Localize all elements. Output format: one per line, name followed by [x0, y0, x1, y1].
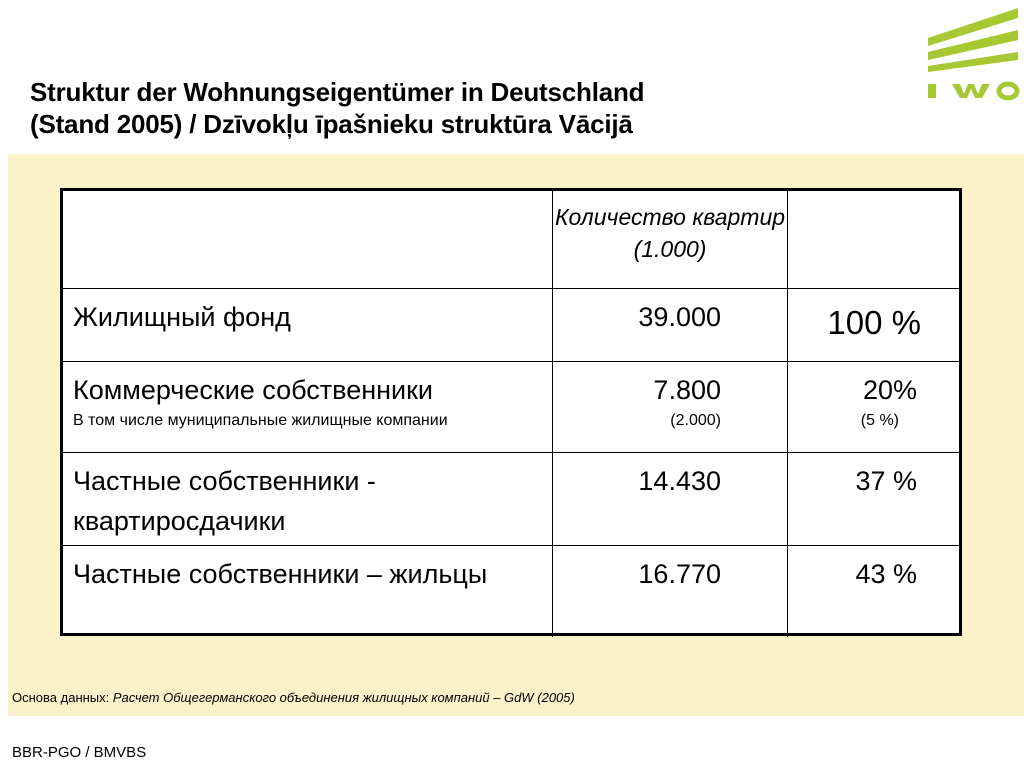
row-value: 7.800	[653, 374, 721, 405]
content-panel	[8, 154, 1024, 716]
table-row	[63, 288, 959, 361]
title-line-1: Struktur der Wohnungseigentümer in Deutschland	[30, 77, 645, 107]
row-percent: 37 %	[855, 465, 917, 496]
row-percent: 100 %	[827, 303, 921, 341]
row-label: Частные собственники – жильцы	[73, 558, 488, 589]
row-percent: 20%	[862, 374, 917, 405]
source-text: Расчет Общегерманского объединения жилищных компаний – GdW (2005)	[112, 690, 575, 705]
page-title	[30, 76, 644, 140]
row-value: 39.000	[638, 301, 721, 332]
header-quantity-cell: Количество квартир (1.000)	[553, 191, 788, 288]
row-percent: 43 %	[855, 558, 917, 589]
row-subpercent: (5 %)	[860, 411, 899, 429]
header-percent-cell	[788, 191, 960, 288]
row-sublabel: В том числе муниципальные жилищные компании	[73, 411, 448, 429]
iwo-logo-icon	[920, 0, 1024, 110]
title-line-2: (Stand 2005) / Dzīvokļu īpašnieku struktūra Vācijā	[30, 109, 633, 139]
table-row	[63, 361, 959, 452]
row-subvalue: (2.000)	[670, 411, 721, 429]
row-value: 16.770	[638, 558, 721, 589]
source-prefix: Основа данных:	[12, 690, 113, 705]
table-row	[63, 452, 959, 545]
row-label: Коммерческие собственники	[73, 374, 434, 405]
data-source-note	[12, 690, 575, 705]
iwo-logo	[920, 0, 1024, 110]
row-value: 14.430	[638, 465, 721, 496]
footer-credit: BBR-PGO / BMVBS	[12, 744, 147, 761]
header-label-cell	[63, 191, 553, 288]
ownership-table	[60, 188, 962, 636]
row-label: Жилищный фонд	[73, 301, 291, 332]
row-label: Частные собственники - квартиросдачики	[73, 465, 376, 536]
table-header-row	[63, 191, 959, 288]
table-row	[63, 545, 959, 637]
